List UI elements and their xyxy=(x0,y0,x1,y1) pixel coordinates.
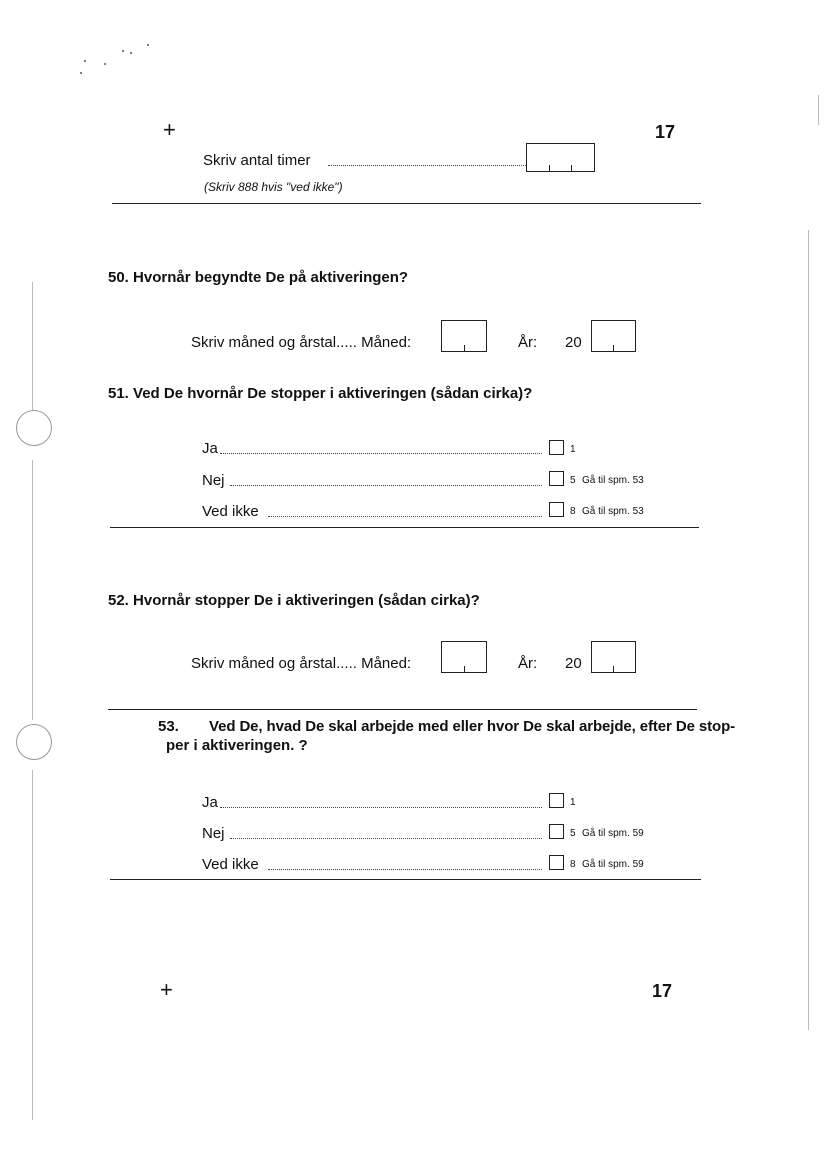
scan-edge-left xyxy=(32,282,33,422)
q51-option-label: Ved ikke xyxy=(202,503,259,520)
q50-year-input[interactable] xyxy=(591,320,636,352)
scan-speck xyxy=(84,60,86,62)
question-53-number: 53. xyxy=(158,718,179,735)
q52-month-input[interactable] xyxy=(441,641,487,673)
q50-month-input[interactable] xyxy=(441,320,487,352)
q53-option-code: 1 xyxy=(570,797,576,808)
q53-skip-note: Gå til spm. 59 xyxy=(582,859,644,870)
leader-dots xyxy=(220,453,542,454)
punch-hole xyxy=(16,724,52,760)
hours-leader-dots xyxy=(328,165,526,166)
q50-year-label: År: xyxy=(518,334,538,351)
q50-year-prefix: 20 xyxy=(565,334,582,351)
scan-edge-right xyxy=(808,230,809,1030)
q53-option-label: Ja xyxy=(202,794,218,811)
q52-year-input[interactable] xyxy=(591,641,636,673)
divider xyxy=(110,527,699,528)
divider xyxy=(108,709,697,710)
q53-option-label: Ved ikke xyxy=(202,856,259,873)
question-51-heading: 51. Ved De hvornår De stopper i aktiveringen (sådan cirka)? xyxy=(108,385,533,402)
crosshair-bottom: + xyxy=(160,977,173,1002)
q51-option-code: 5 xyxy=(570,475,576,486)
divider xyxy=(110,879,701,880)
q53-option-code: 5 xyxy=(570,828,576,839)
q51-option-checkbox[interactable] xyxy=(549,471,564,486)
q53-option-code: 8 xyxy=(570,859,576,870)
q51-option-checkbox[interactable] xyxy=(549,502,564,517)
scan-speck xyxy=(147,44,149,46)
punch-hole xyxy=(16,410,52,446)
hours-label: Skriv antal timer xyxy=(203,152,311,169)
q51-option-label: Nej xyxy=(202,472,225,489)
q53-option-checkbox[interactable] xyxy=(549,855,564,870)
leader-dots xyxy=(268,869,542,870)
q51-skip-note: Gå til spm. 53 xyxy=(582,506,644,517)
page-number-bottom: 17 xyxy=(652,981,673,1001)
scan-speck xyxy=(80,72,82,74)
page-number-top: 17 xyxy=(655,122,676,142)
q51-option-label: Ja xyxy=(202,440,218,457)
scan-speck xyxy=(130,52,132,54)
question-53-line2: per i aktiveringen. ? xyxy=(166,737,308,754)
q52-year-label: År: xyxy=(518,655,538,672)
q53-option-label: Nej xyxy=(202,825,225,842)
divider xyxy=(112,203,701,204)
question-52-heading: 52. Hvornår stopper De i aktiveringen (sådan cirka)? xyxy=(108,592,480,609)
leader-dots xyxy=(230,485,542,486)
q53-skip-note: Gå til spm. 59 xyxy=(582,828,644,839)
q53-option-checkbox[interactable] xyxy=(549,824,564,839)
scan-edge-right xyxy=(818,95,819,125)
q50-date-label: Skriv måned og årstal..... Måned: xyxy=(191,334,412,351)
q51-option-code: 8 xyxy=(570,506,576,517)
q53-option-checkbox[interactable] xyxy=(549,793,564,808)
q51-option-checkbox[interactable] xyxy=(549,440,564,455)
scan-speck xyxy=(122,50,124,52)
question-53-line1: Ved De, hvad De skal arbejde med eller hvor De skal arbejde, efter De stop- xyxy=(209,718,736,735)
scan-speck xyxy=(104,63,106,65)
leader-dots xyxy=(230,838,542,839)
q51-option-code: 1 xyxy=(570,444,576,455)
hours-input-box[interactable] xyxy=(526,143,595,172)
leader-dots xyxy=(220,807,542,808)
leader-dots xyxy=(268,516,542,517)
question-50-heading: 50. Hvornår begyndte De på aktiveringen? xyxy=(108,269,409,286)
scan-edge-left xyxy=(32,460,33,720)
q51-skip-note: Gå til spm. 53 xyxy=(582,475,644,486)
scan-edge-left xyxy=(32,770,33,1120)
q52-date-label: Skriv måned og årstal..... Måned: xyxy=(191,655,412,672)
q52-year-prefix: 20 xyxy=(565,655,582,672)
hours-note: (Skriv 888 hvis "ved ikke") xyxy=(204,180,343,194)
crosshair-top: + xyxy=(163,117,176,142)
